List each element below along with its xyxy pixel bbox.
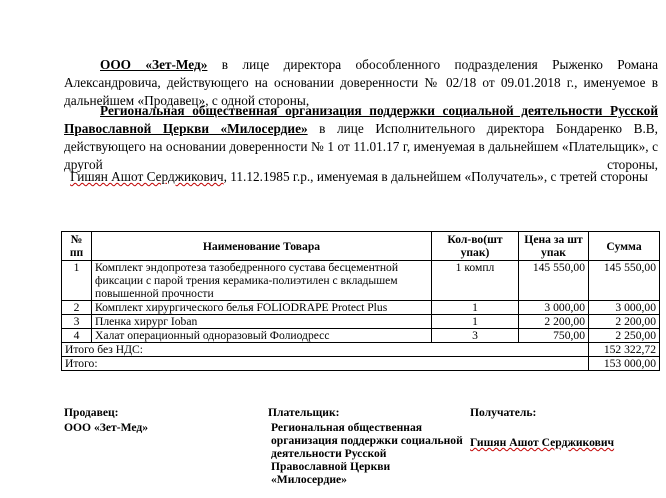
header-name: Наименование Товара <box>92 232 432 261</box>
row-name: Комплект эндопротеза тазобедренного сустава бесцементной фиксации с парой трения керамика-полиэтилен с вкладышем повышенной прочности <box>92 261 432 301</box>
row-name: Комплект хирургического белья FOLIODRAPE Protect Plus <box>92 301 432 315</box>
recipient-paragraph-text: , 11.12.1985 г.р., именуемая в дальнейшем «Получатель», с третей стороны <box>223 169 648 184</box>
seller-paragraph-text: в лице директора обособленного подразделения Рыженко Романа Александровича, действующего на основании доверенности № 02/18 от 09.01.2018 г., именуемое в дальнейшем «Продавец», с одной стороны, <box>64 57 658 108</box>
recipient-label: Получатель: <box>470 406 537 419</box>
goods-table <box>61 231 660 371</box>
row-sum: 145 550,00 <box>589 261 660 301</box>
total-row <box>62 357 660 371</box>
payer-paragraph <box>64 102 658 174</box>
seller-org-name: ООО «Зет-Мед» <box>100 57 208 72</box>
row-name: Халат операционный одноразовый Фолиодресс <box>92 329 432 343</box>
recipient-value: Гишян Ашот Серджикович <box>470 436 615 449</box>
row-qty: 1 <box>432 301 519 315</box>
row-num: 4 <box>62 329 92 343</box>
total-no-vat-value: 152 322,72 <box>589 343 660 357</box>
payer-paragraph-text: в лице Исполнительного директора Бондаренко В.В, действующего на основании доверенности № 1 от 11.01.17 г, именуемая в дальнейшем «Плательщик», с другой стороны, <box>64 121 658 172</box>
row-sum: 2 250,00 <box>589 329 660 343</box>
row-sum: 3 000,00 <box>589 301 660 315</box>
row-name: Пленка хирург Ioban <box>92 315 432 329</box>
seller-signature-block <box>64 406 244 434</box>
row-qty: 3 <box>432 329 519 343</box>
row-price: 145 550,00 <box>519 261 589 301</box>
total-label: Итого: <box>62 357 589 371</box>
recipient-name: Гишян Ашот Серджикович <box>70 169 224 184</box>
payer-signature-block <box>268 406 463 486</box>
seller-value: ООО «Зет-Мед» <box>64 421 149 434</box>
total-value: 153 000,00 <box>589 357 660 371</box>
table-row <box>62 301 660 315</box>
row-num: 1 <box>62 261 92 301</box>
row-price: 750,00 <box>519 329 589 343</box>
row-num: 3 <box>62 315 92 329</box>
payer-org-name: Региональная общественная организация поддержки социальной деятельности Русской Православной Церкви «Милосердие» <box>64 103 658 136</box>
table-header-row <box>62 232 660 261</box>
row-price: 3 000,00 <box>519 301 589 315</box>
row-qty: 1 <box>432 315 519 329</box>
payer-label: Плательщик: <box>268 406 340 419</box>
recipient-signature-block <box>470 406 660 449</box>
row-sum: 2 200,00 <box>589 315 660 329</box>
header-qty: Кол-во(шт упак) <box>432 232 519 261</box>
row-price: 2 200,00 <box>519 315 589 329</box>
header-price: Цена за шт упак <box>519 232 589 261</box>
payer-value: Региональная общественная организация поддержки социальной деятельности Русской Православной Церкви «Милосердие» <box>271 421 463 486</box>
seller-label: Продавец: <box>64 406 119 419</box>
row-qty: 1 компл <box>432 261 519 301</box>
header-num: № пп <box>62 232 92 261</box>
recipient-paragraph <box>64 168 654 186</box>
table-row <box>62 329 660 343</box>
header-sum: Сумма <box>589 232 660 261</box>
table-row <box>62 261 660 301</box>
row-num: 2 <box>62 301 92 315</box>
total-no-vat-row <box>62 343 660 357</box>
total-no-vat-label: Итого без НДС: <box>62 343 589 357</box>
table-row <box>62 315 660 329</box>
